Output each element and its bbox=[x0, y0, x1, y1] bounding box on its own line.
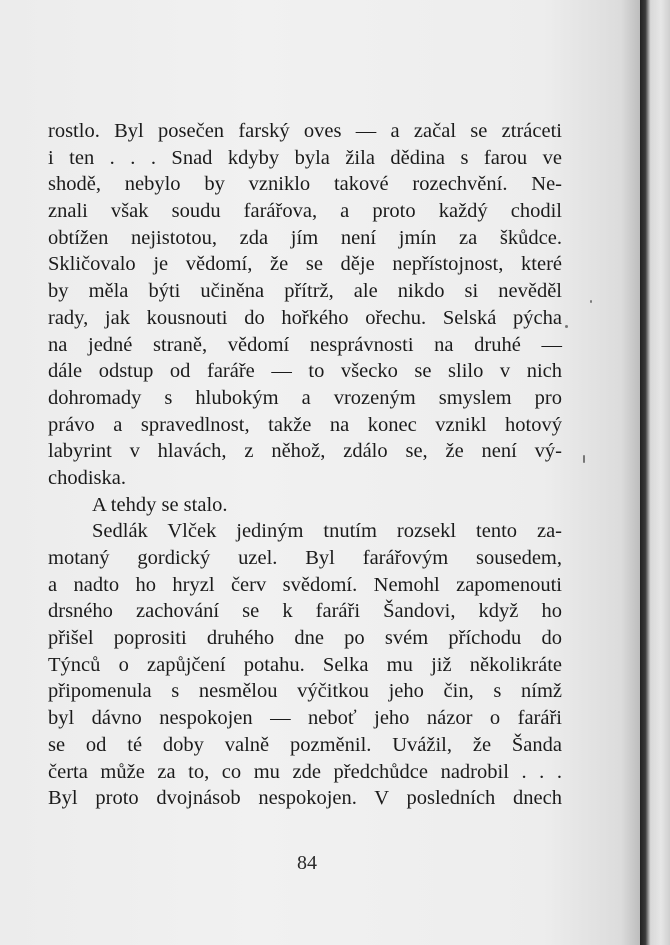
paper-speck bbox=[565, 325, 568, 328]
text-line: dohromady s hlubokým a vrozeným smyslem pro bbox=[48, 386, 562, 409]
text-line: byl dávno nespokojen — neboť jeho názor o faráři bbox=[48, 707, 562, 730]
paper-speck bbox=[590, 300, 592, 303]
paper-speck bbox=[583, 455, 585, 463]
text-line: A tehdy se stalo. bbox=[92, 493, 228, 516]
text-line: připomenula s nesmělou výčitkou jeho čin, s nímž bbox=[48, 680, 562, 703]
text-line: rostlo. Byl posečen farský oves — a začal se ztráceti bbox=[48, 120, 562, 142]
page-number: 84 bbox=[297, 852, 317, 874]
text-line: rady, jak kousnouti do hořkého ořechu. Selská pýcha bbox=[48, 306, 562, 329]
text-line: shodě, nebylo by vzniklo takové rozechvění. Ne- bbox=[48, 173, 562, 196]
text-line: chodiska. bbox=[48, 466, 126, 489]
text-line: a nadto ho hryzl červ svědomí. Nemohl zapomenouti bbox=[48, 573, 562, 596]
text-line: by měla býti učiněna přítrž, ale nikdo si nevěděl bbox=[48, 280, 562, 303]
text-line: obtížen nejistotou, zda jím není jmín za škůdce. bbox=[48, 226, 562, 249]
text-line: se od té doby valně pozměnil. Uvážil, že Šanda bbox=[48, 733, 562, 756]
text-line: drsného zachování se k faráři Šandovi, když ho bbox=[48, 600, 562, 623]
text-line: Sedlák Vlček jediným tnutím rozsekl tento za- bbox=[92, 520, 562, 543]
text-line: Byl proto dvojnásob nespokojen. V posledních dnech bbox=[48, 787, 562, 810]
text-line: čerta může za to, co mu zde předchůdce nadrobil . . . bbox=[48, 760, 562, 783]
text-line: znali však soudu farářova, a proto každý chodil bbox=[48, 200, 562, 223]
text-line: na jedné straně, vědomí nesprávnosti na druhé — bbox=[48, 333, 562, 356]
text-line: Skličovalo je vědomí, že se děje nepřístojnost, které bbox=[48, 253, 562, 276]
text-line: labyrint v hlavách, z něhož, zdálo se, že není vý- bbox=[48, 440, 562, 463]
text-line: motaný gordický uzel. Byl farářovým sousedem, bbox=[48, 547, 562, 569]
text-line: Týnců o zapůjčení potahu. Selka mu již několikráte bbox=[48, 653, 562, 676]
text-line: přišel poprositi druhého dne po svém příchodu do bbox=[48, 627, 562, 650]
text-line: i ten . . . Snad kdyby byla žila dědina s farou ve bbox=[48, 146, 562, 169]
text-line: dále odstup od faráře — to všecko se slilo v nich bbox=[48, 360, 562, 383]
body-text bbox=[48, 118, 562, 812]
text-line: právo a spravedlnost, takže na konec vznikl hotový bbox=[48, 413, 562, 436]
book-gutter bbox=[640, 0, 670, 945]
